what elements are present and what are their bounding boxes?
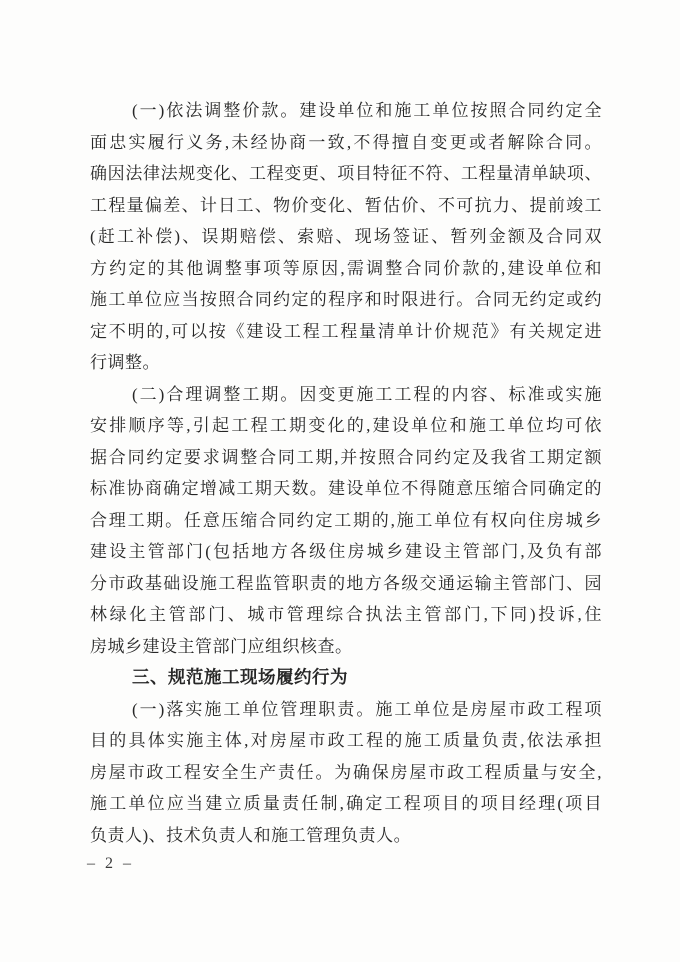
text-line: (一)依法调整价款。建设单位和施工单位按照合同约定全: [132, 101, 602, 120]
text-line: 林绿化主管部门、城市管理综合执法主管部门,下同)投诉,住: [90, 605, 602, 624]
section-heading: 三、规范施工现场履约行为: [132, 667, 348, 687]
page-number: – 2 –: [87, 855, 134, 872]
text-line: 房屋市政工程安全生产责任。为确保房屋市政工程质量与安全,: [90, 762, 602, 782]
text-line: 合理工期。任意压缩合同约定工期的,施工单位有权向住房城乡: [90, 510, 602, 530]
text-line: (二)合理调整工期。因变更施工工程的内容、标准或实施: [132, 384, 602, 404]
text-line: 施工单位应当建立质量责任制,确定工程项目的项目经理(项目: [90, 794, 602, 813]
text-line: 工程量偏差、计日工、物价变化、暂估价、不可抗力、提前竣工: [90, 195, 602, 215]
text-line: 建设主管部门(包括地方各级住房城乡建设主管部门,及负有部: [90, 542, 602, 561]
text-line: 方约定的其他调整事项等原因,需调整合同价款的,建设单位和: [90, 258, 602, 278]
text-line: 施工单位应当按照合同约定的程序和时限进行。合同无约定或约: [90, 290, 602, 309]
text-line: (一)落实施工单位管理职责。施工单位是房屋市政工程项: [132, 699, 602, 719]
text-line: 定不明的,可以按《建设工程工程量清单计价规范》有关规定进: [90, 321, 602, 341]
document-body: [90, 95, 602, 851]
text-line: 面忠实履行义务,未经协商一致,不得擅自变更或者解除合同。: [90, 132, 602, 152]
text-line: 分市政基础设施工程监管职责的地方各级交通运输主管部门、园: [90, 573, 602, 593]
text-line: 目的具体实施主体,对房屋市政工程的施工质量负责,依法承担: [90, 731, 602, 750]
text-line: 标准协商确定增减工期天数。建设单位不得随意压缩合同确定的: [90, 479, 602, 498]
text-line: 确因法律法规变化、工程变更、项目特征不符、工程量清单缺项、: [90, 164, 602, 183]
text-line: 据合同约定要求调整合同工期,并按照合同约定及我省工期定额: [90, 447, 602, 467]
text-line: 行调整。: [90, 353, 160, 372]
text-line: (赶工补偿)、误期赔偿、索赔、现场签证、暂列金额及合同双: [90, 227, 602, 246]
text-line: 房城乡建设主管部门应组织核查。: [90, 636, 353, 656]
text-line: 负责人)、技术负责人和施工管理负责人。: [90, 825, 412, 845]
text-line: 安排顺序等,引起工程工期变化的,建设单位和施工单位均可依: [90, 416, 602, 435]
